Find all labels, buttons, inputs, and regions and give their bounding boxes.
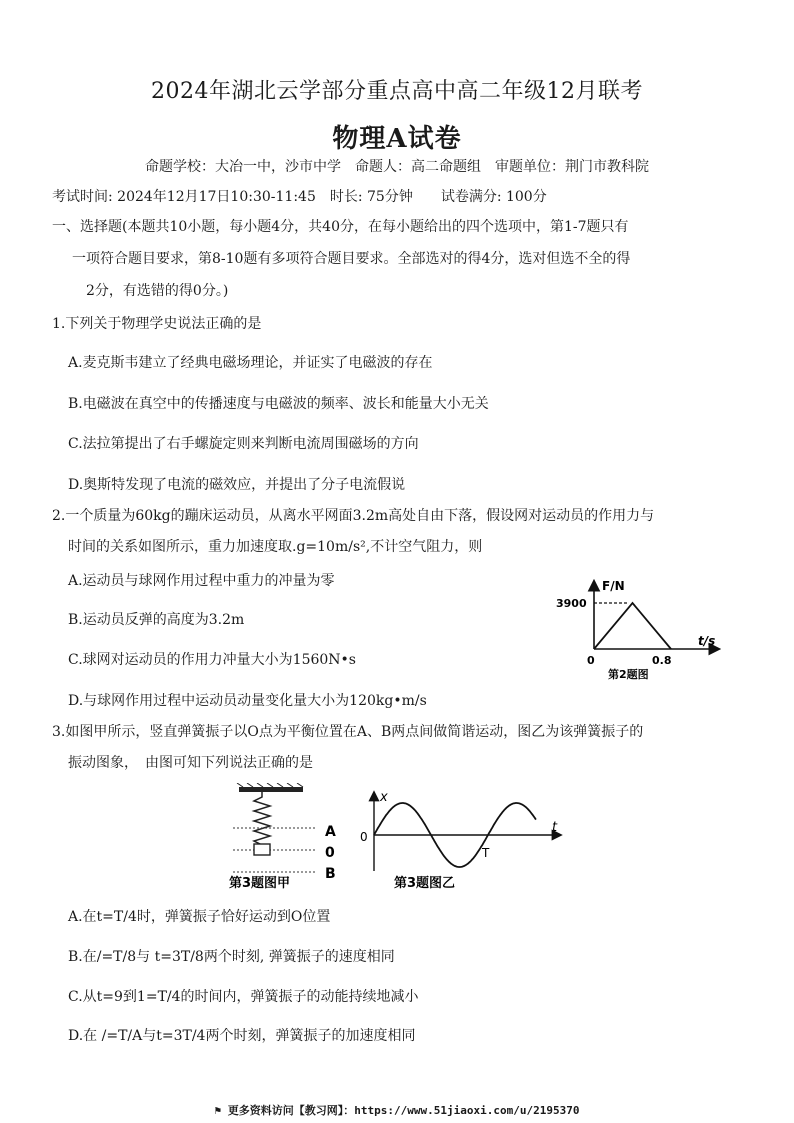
q2-option-a: A.运动员与球网作用过程中重力的冲量为零 <box>68 573 335 589</box>
q3-x-axis-label: x <box>380 790 388 805</box>
q3-option-c: C.从t=9到1=T/4的时间内，弹簧振子的动能持续地减小 <box>68 989 419 1005</box>
exam-info: 考试时间: 2024年12月17日10:30-11:45 时长: 75分钟 试卷满分: 100分 <box>52 189 547 205</box>
q1-option-d: D.奥斯特发现了电流的磁效应，并提出了分子电流假说 <box>68 477 406 493</box>
section-heading-line3: 2分，有选错的得0分。) <box>86 283 229 299</box>
q2-x-tick-label: 0.8 <box>652 654 672 667</box>
q2-force-series-line <box>594 603 671 649</box>
label-b: B <box>325 866 336 882</box>
q2-option-c: C.球网对运动员的作用力冲量大小为1560N•s <box>68 652 356 668</box>
flag-icon: ⚑ <box>214 1104 228 1117</box>
section-heading-line2: 一项符合题目要求，第8-10题有多项符合题目要求。全部选对的得4分，选对但选不全的得 <box>72 251 631 267</box>
q2-force-time-figure <box>550 568 730 686</box>
label-a: A <box>325 824 336 840</box>
q3-option-b: B.在/=T/8与 t=3T/8两个时刻, 弹簧振子的速度相同 <box>68 949 395 965</box>
q3-stem-line2: 振动图象， 由图可知下列说法正确的是 <box>68 755 313 771</box>
q2-y-tick-label: 3900 <box>556 597 587 610</box>
q3-fig-b-caption: 第3题图乙 <box>394 876 456 891</box>
q2-y-axis-label: F/N <box>602 579 625 593</box>
q3-origin-label: 0 <box>360 830 368 844</box>
q3-stem-line1: 3.如图甲所示，竖直弹簧振子以O点为平衡位置在A、B两点间做简谐运动，图乙为该弹簧振子的 <box>52 724 644 740</box>
q2-figure-caption: 第2题图 <box>608 668 649 681</box>
q2-x-axis-label: t/s <box>698 634 716 648</box>
ceiling-mount <box>239 787 303 792</box>
q3-option-a: A.在t=T/4时，弹簧振子恰好运动到O位置 <box>68 909 331 925</box>
page-title: 2024年湖北云学部分重点高中高二年级12月联考 <box>151 79 643 104</box>
oscillator-block <box>254 844 270 855</box>
q3-spring-figure <box>225 783 360 893</box>
q1-option-c: C.法拉第提出了右手螺旋定则来判断电流周围磁场的方向 <box>68 436 419 452</box>
q3-option-d: D.在 /=T/A与t=3T/4两个时刻，弹簧振子的加速度相同 <box>68 1028 416 1044</box>
footer-link[interactable] <box>0 1102 794 1118</box>
q2-stem-line1: 2.一个质量为60kg的蹦床运动员，从离水平网面3.2m高处自由下落，假设网对运动员的作用力与 <box>52 508 655 524</box>
label-o: 0 <box>325 845 335 861</box>
footer-text: 更多资料访问【教习网】：https://www.51jiaoxi.com/u/2195370 <box>227 1104 580 1117</box>
q3-period-label: T <box>482 846 490 860</box>
spring-coil <box>254 792 270 849</box>
q2-origin-label: 0 <box>587 654 595 667</box>
q3-t-axis-label: t <box>552 820 558 835</box>
q2-option-d: D.与球网作用过程中运动员动量变化量大小为120kg•m/s <box>68 693 427 709</box>
q1-option-a: A.麦克斯韦建立了经典电磁场理论，并证实了电磁波的存在 <box>68 355 433 371</box>
q2-option-b: B.运动员反弹的高度为3.2m <box>68 612 245 628</box>
page-subtitle: 物理A试卷 <box>332 124 462 154</box>
section-heading-line1: 一、选择题(本题共10小题，每小题4分，共40分，在每小题给出的四个选项中，第1-7题只有 <box>52 219 629 235</box>
exam-meta: 命题学校：大冶一中，沙市中学 命题人：高二命题组 审题单位：荆门市教科院 <box>145 159 649 175</box>
q2-stem-line2: 时间的关系如图所示，重力加速度取.g=10m/s²,不计空气阻力，则 <box>68 539 483 555</box>
q3-vibration-graph <box>360 787 570 893</box>
q1-option-b: B.电磁波在真空中的传播速度与电磁波的频率、波长和能量大小无关 <box>68 396 489 412</box>
q1-stem: 1.下列关于物理学史说法正确的是 <box>52 316 262 332</box>
q3-fig-a-caption: 第3题图甲 <box>229 876 291 891</box>
